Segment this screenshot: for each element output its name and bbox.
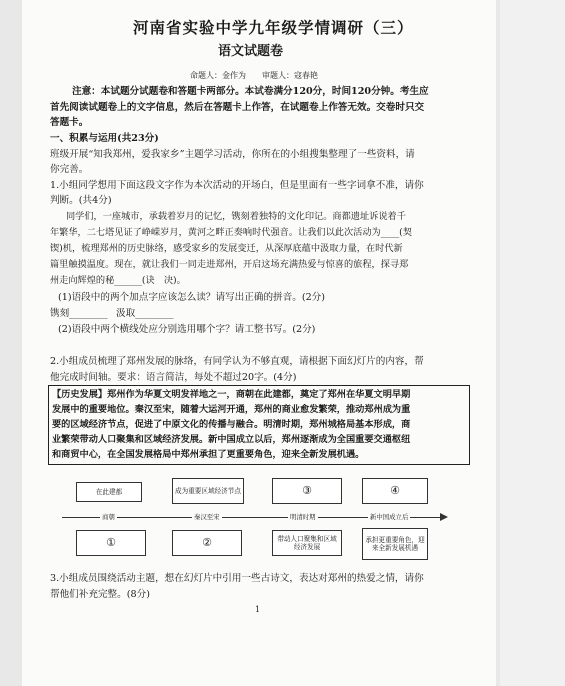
section-intro-1: 班级开展“知我郑州，爱我家乡”主题学习活动，你所在的小组搜集整理了一些资料，请 (50, 149, 415, 160)
notice-line-3: 答题卡。 (50, 117, 89, 128)
q1-blank-a: 镌刻________ (50, 308, 108, 319)
exam-authors: 命题人：金作为 审题人：寇春艳 (190, 71, 318, 80)
viewer-side-panel (500, 0, 565, 686)
q1-sub2: (2)语段中两个横线处应分别选用哪个字？请工整书写。(2分) (58, 324, 316, 335)
q1-stem-2: 判断。(共4分) (50, 195, 112, 206)
exam-title: 河南省实验中学九年级学情调研（三） (133, 18, 414, 37)
timeline-top-2: 成为重要区域经济节点 (172, 478, 244, 504)
history-box (48, 385, 470, 465)
section-heading: 一、积累与运用(共23分) (50, 133, 159, 144)
q3-stem-1: 3.小组成员围绕活动主题，想在幻灯片中引用一些古诗文，表达对郑州的热爱之情，请你 (50, 573, 424, 584)
q1-passage-4: 篇里触摸温度。现在，就让我们一同走进郑州，开启这场充满热爱与惊喜的旅程，探寻郑 (50, 259, 409, 270)
page-number: 1 (255, 605, 261, 614)
q1-passage-1: 同学们，一座城市，承载着岁月的记忆，镌刻着独特的文化印记。商都遗址诉说着千 (66, 211, 406, 222)
timeline-bottom-3: 带动人口聚集和区域经济发展 (272, 530, 342, 556)
timeline-arrow-icon (440, 513, 448, 521)
timeline-top-4: ④ (362, 478, 428, 504)
q1-stem-1: 1.小组同学想用下面这段文字作为本次活动的开场白，但是里面有一些字词拿不准，请你 (50, 180, 424, 191)
timeline-label-3: 明清时期 (290, 513, 316, 521)
exam-page (22, 0, 496, 686)
timeline-bottom-1: ① (76, 530, 146, 556)
q1-passage-5: 州走向辉煌的秘______(诀 决)。 (50, 275, 186, 286)
timeline-label-2: 秦汉至宋 (194, 513, 220, 521)
q1-passage-2: 年繁华，二七塔见证了峥嵘岁月，黄河之畔正奏响时代强音。让我们以此次活动为____(契 (50, 227, 412, 238)
exam-subtitle: 语文试题卷 (218, 44, 284, 59)
q1-blank-b: 汲取________ (116, 308, 174, 319)
timeline-top-3: ③ (272, 478, 342, 504)
history-line-2: 发展中的重要地位。秦汉至宋，随着大运河开通，郑州的商业愈发繁荣，推动郑州成为重 (52, 404, 411, 415)
timeline-bottom-2: ② (172, 530, 242, 556)
timeline-label-1: 商朝 (102, 513, 115, 521)
history-line-4: 业繁荣带动人口聚集和区域经济发展。新中国成立以后，郑州逐渐成为全国重要交通枢纽 (52, 434, 411, 445)
notice-line-2: 首先阅读试题卷上的文字信息，然后在答题卡上作答，在试题卷上作答无效。交卷时只交 (50, 102, 425, 113)
q1-sub1: (1)语段中的两个加点字应该怎么读？请写出正确的拼音。(2分) (58, 292, 326, 303)
timeline-bottom-4: 承担更重要角色，迎来全新发展机遇 (362, 528, 428, 560)
history-line-3: 要的区域经济节点，促进了中原文化的传播与融合。明清时期，郑州城格局基本形成，商 (52, 419, 411, 430)
timeline-top-1: 在此建都 (76, 482, 142, 502)
history-line-1: 【历史发展】郑州作为华夏文明发祥地之一，商朝在此建都，奠定了郑州在华夏文明早期 (52, 389, 411, 400)
section-intro-2: 你完善。 (50, 164, 89, 175)
timeline-label-4: 新中国成立后 (370, 513, 409, 521)
history-line-5: 和商贸中心，在全国发展格局中郑州承担了更重要角色，迎来全新发展机遇。 (52, 449, 365, 460)
q1-passage-3: 锲)机，梳理郑州的历史脉络，感受家乡的发展变迁，从深厚底蕴中汲取力量，在时代新 (50, 243, 403, 254)
timeline (62, 478, 462, 562)
notice-line-1: 注意：本试题分试题卷和答题卡两部分。本试卷满分120分，时间120分钟。考生应 (72, 86, 429, 97)
q2-stem-2: 他完成时间轴。要求：语言简洁，每处不超过20字。(4分) (50, 372, 297, 383)
q2-stem-1: 2.小组成员梳理了郑州发展的脉络，有同学认为不够直观，请根据下面幻灯片的内容，帮 (50, 356, 424, 367)
q3-stem-2: 帮他们补充完整。(8分) (50, 589, 150, 600)
